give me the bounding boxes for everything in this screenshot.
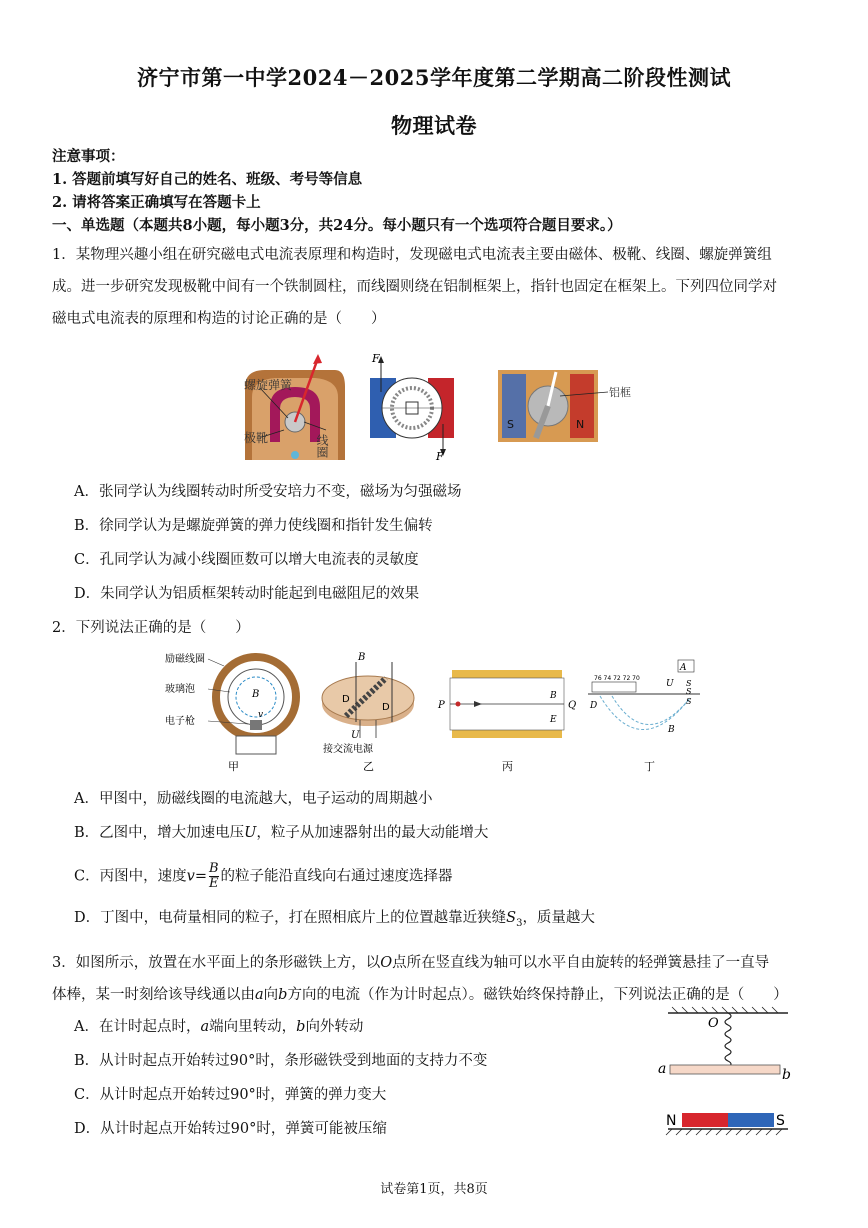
q1-stem-line2: 成。进一步研究发现极靴中间有一个铁制圆柱，而线圈则绕在铝制框架上，指针也固定在框架上。下列四位同学对 bbox=[52, 279, 777, 295]
q2-ding-s3: S bbox=[686, 697, 692, 706]
q2-ding-ticks: 76 74 72 72 70 bbox=[594, 675, 640, 682]
q3-label-n: N bbox=[666, 1113, 677, 1129]
q2-ding-b: B bbox=[668, 725, 675, 735]
q2-yi-b: B bbox=[358, 652, 366, 663]
q1-stem-line3: 磁电式电流表的原理和构造的讨论正确的是（ ） bbox=[52, 311, 386, 327]
q1-label-f-top: F bbox=[372, 352, 380, 365]
q2-stem: 2．下列说法正确的是（ ） bbox=[52, 620, 250, 636]
q2-ding-s2: S bbox=[686, 687, 692, 696]
q2-option-c: C．丙图中，速度v= $\frac{B}{E}$ 的粒子能沿直线向右通过速度选择器 bbox=[74, 861, 453, 891]
q1-fig-meter bbox=[244, 354, 345, 460]
q2-bing-q: Q bbox=[568, 700, 577, 711]
q3-option-b: B．从计时起点开始转过90°时，条形磁铁受到地面的支持力不变 bbox=[74, 1053, 488, 1069]
q1-option-d: D．朱同学认为铝质框架转动时能起到电磁阻尼的效果 bbox=[74, 586, 420, 602]
q2-fig-ding bbox=[588, 660, 700, 773]
q1-label-n: N bbox=[576, 418, 585, 431]
q2-jia-b: B bbox=[252, 689, 260, 700]
q2-bing-p: P bbox=[438, 700, 445, 711]
q3-label-o: O bbox=[708, 1016, 719, 1031]
page-title: 济宁市第一中学2024－2025学年度第二学期高二阶段性测试 bbox=[137, 65, 731, 90]
q1-option-b: B．徐同学认为是螺旋弹簧的弹力使线圈和指针发生偏转 bbox=[74, 518, 433, 534]
q3-option-a: A．在计时起点时，a端向里转动，b向外转动 bbox=[74, 1019, 364, 1035]
q2-jia-gun: 电子枪 bbox=[165, 716, 195, 727]
q3-label-a: a bbox=[658, 1061, 667, 1077]
notice-item-2: 2. 请将答案正确填写在答题卡上 bbox=[52, 194, 261, 211]
q2-fig-yi bbox=[322, 652, 414, 773]
q2-option-b: B．乙图中，增大加速电压U，粒子从加速器射出的最大动能增大 bbox=[74, 825, 489, 841]
q3-label-b: b bbox=[782, 1067, 791, 1083]
q2-c-fraction: $\frac{B}{E}$ bbox=[208, 861, 219, 891]
notice-heading: 注意事项： bbox=[52, 148, 125, 165]
q2-ding-d: D bbox=[590, 701, 598, 711]
notice-item-1: 1. 答题前填写好自己的姓名、班级、考号等信息 bbox=[52, 171, 363, 188]
magnet-s-half bbox=[728, 1113, 774, 1127]
q1-label-frame: 铝框 bbox=[609, 386, 631, 399]
q1-label-coil: 线圈 bbox=[315, 434, 329, 458]
q2-bing-e: E bbox=[550, 715, 557, 725]
q2-cap-jia: 甲 bbox=[228, 760, 239, 773]
q2-cap-yi: 乙 bbox=[363, 760, 374, 773]
q3-option-d: D．从计时起点开始转过90°时，弹簧可能被压缩 bbox=[74, 1121, 387, 1137]
q2-option-d: D．丁图中，电荷量相同的粒子，打在照相底片上的位置越靠近狭缝$S_3$，质量越大 bbox=[74, 910, 595, 929]
q3-stem-line1: 3．如图所示，放置在水平面上的条形磁铁上方，以O点所在竖直线为轴可以水平自由旋转的轻弹簧悬挂了一直导 bbox=[52, 955, 770, 971]
q3-option-c: C．从计时起点开始转过90°时，弹簧的弹力变大 bbox=[74, 1087, 387, 1103]
page-subtitle: 物理试卷 bbox=[391, 113, 477, 138]
section-heading: 一、单选题（本题共8小题，每小题3分，共24分。每小题只有一个选项符合题目要求。） bbox=[52, 217, 622, 234]
q1-fig-radial-field bbox=[370, 352, 454, 463]
q1-label-pole: 极靴 bbox=[244, 431, 269, 445]
q2-ding-u: U bbox=[666, 679, 674, 689]
conductor-rod bbox=[670, 1065, 780, 1074]
q2-cap-bing: 丙 bbox=[502, 760, 513, 773]
q1-label-spring: 螺旋弹簧 bbox=[244, 378, 293, 392]
q2-yi-d2: D bbox=[382, 702, 390, 713]
q2-jia-v: v bbox=[258, 710, 264, 720]
q3-stem-line2: 体棒，某一时刻给该导线通以由a向b方向的电流（作为计时起点）。磁铁始终保持静止，下列说法正确的是（ ） bbox=[52, 987, 788, 1003]
q2-ding-a: A bbox=[680, 663, 687, 673]
q1-label-s: S bbox=[507, 418, 514, 431]
q2-cap-ding: 丁 bbox=[644, 760, 655, 773]
q3-label-s: S bbox=[776, 1113, 785, 1129]
q2-ding-s1: S bbox=[686, 679, 692, 688]
q2-yi-u: U bbox=[351, 730, 360, 741]
q2-jia-coil: 励磁线圈 bbox=[165, 654, 205, 665]
q2-fig-jia bbox=[165, 652, 296, 773]
q2-fig-bing bbox=[437, 670, 576, 773]
q2-yi-d1: D bbox=[342, 694, 350, 705]
q1-label-f-bottom: F bbox=[436, 450, 444, 463]
magnet-n-half bbox=[682, 1113, 728, 1127]
q2-jia-bulb: 玻璃泡 bbox=[165, 684, 195, 695]
q2-figures bbox=[160, 652, 720, 777]
q1-figures bbox=[240, 352, 640, 464]
q2-yi-source: 接交流电源 bbox=[323, 744, 373, 755]
q2-option-a: A．甲图中，励磁线圈的电流越大，电子运动的周期越小 bbox=[74, 791, 433, 807]
spring-icon bbox=[725, 1013, 731, 1067]
q1-fig-photo bbox=[498, 370, 631, 442]
q3-figure bbox=[652, 1005, 802, 1140]
q1-stem-line1: 1．某物理兴趣小组在研究磁电式电流表原理和构造时，发现磁电式电流表主要由磁体、极靴、线圈、螺旋弹簧组 bbox=[52, 247, 772, 263]
q2-bing-b: B bbox=[550, 691, 557, 701]
page-footer: 试卷第1页，共8页 bbox=[380, 1182, 488, 1197]
q1-option-c: C．孔同学认为减小线圈匝数可以增大电流表的灵敏度 bbox=[74, 552, 419, 568]
q1-option-a: A．张同学认为线圈转动时所受安培力不变，磁场为匀强磁场 bbox=[74, 484, 462, 500]
